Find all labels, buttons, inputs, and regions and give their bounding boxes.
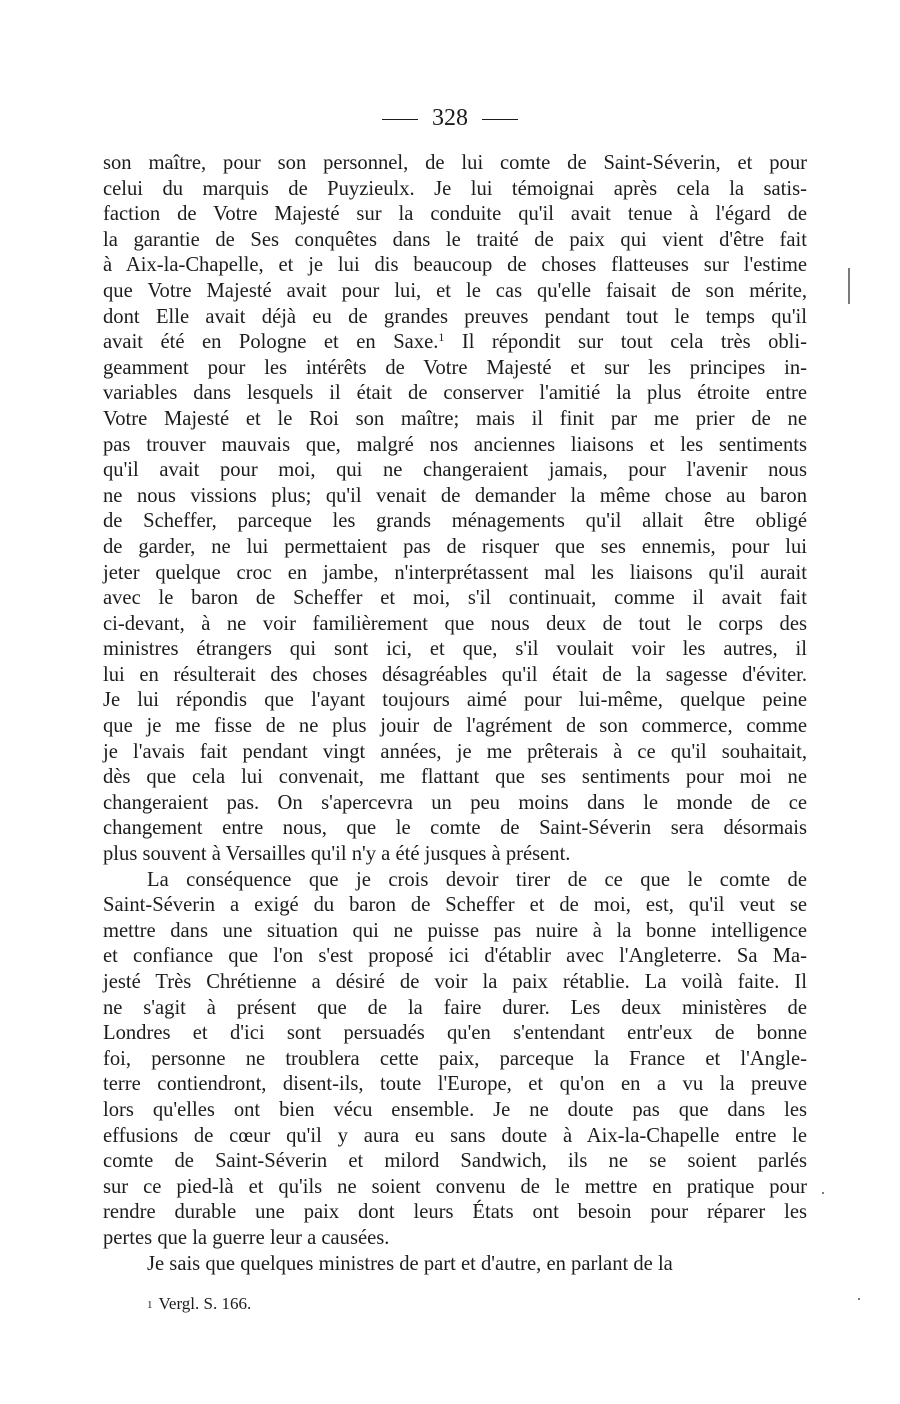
text-line: avec le baron de Scheffer et moi, s'il continuait, comme il avait fait <box>103 587 807 610</box>
text-line: dont Elle avait déjà eu de grandes preuves pendant tout le temps qu'il <box>103 305 807 328</box>
text-line: effusions de cœur qu'il y aura eu sans doute à Aix-la-Chapelle entre le <box>103 1124 807 1147</box>
footnote-mark: 1 <box>147 1299 153 1311</box>
header-rule-right <box>482 119 518 120</box>
text-line: plus souvent à Versailles qu'il n'y a été jusques à présent. <box>103 843 571 866</box>
paragraph <box>103 868 807 1252</box>
header-rule-left <box>382 119 418 120</box>
text-line: Saint-Séverin a exigé du baron de Scheffer et de moi, est, qu'il veut se <box>103 894 807 917</box>
text-line: ne s'agit à présent que de la faire durer. Les deux ministères de <box>103 996 807 1019</box>
text-line: qu'il avait pour moi, qui ne changeraient jamais, pour l'avenir nous <box>103 459 807 482</box>
paragraph <box>103 1252 807 1278</box>
page-header <box>0 103 900 133</box>
text-line: Votre Majesté et le Roi son maître; mais il finit par me prier de ne <box>103 407 807 430</box>
text-line: Londres et d'ici sont persuadés qu'en s'entendant entr'eux de bonne <box>103 1022 807 1045</box>
text-line: ministres étrangers qui sont ici, et que, s'il voulait voir les autres, il <box>103 638 807 661</box>
text-line: Je lui répondis que l'ayant toujours aimé pour lui-même, quelque peine <box>103 689 807 712</box>
text-line: et confiance que l'on s'est proposé ici d'établir avec l'Angleterre. Sa Ma- <box>103 945 807 968</box>
text-line: jesté Très Chrétienne a désiré de voir la paix rétablie. La voilà faite. Il <box>103 971 807 993</box>
text-line: que Votre Majesté avait pour lui, et le cas qu'elle faisait de son mérite, <box>103 279 807 302</box>
text-line: mettre dans une situation qui ne puisse pas nuire à la bonne intelligence <box>103 919 807 942</box>
text-line: lui en résulterait des choses désagréables qu'il était de la sagesse d'éviter. <box>103 663 807 686</box>
footnote <box>147 1293 251 1316</box>
text-line: ne nous vissions plus; qu'il venait de demander la même chose au baron <box>103 484 807 507</box>
margin-speck <box>858 1298 860 1300</box>
text-line: comte de Saint-Séverin et milord Sandwich, ils ne se soient parlés <box>103 1150 807 1173</box>
footnote-text: Vergl. S. 166. <box>158 1294 252 1313</box>
margin-speck <box>822 1192 824 1194</box>
text-line: à Aix-la-Chapelle, et je lui dis beaucoup de choses flatteuses sur l'estime <box>103 254 807 277</box>
page-number: 328 <box>432 105 468 131</box>
text-line: terre contiendront, disent-ils, toute l'Europe, et qu'on en a vu la preuve <box>103 1073 807 1096</box>
text-line: foi, personne ne troublera cette paix, parceque la France et l'Angle- <box>103 1047 807 1070</box>
margin-mark <box>848 268 850 304</box>
text-segment: avait été en Pologne et en Saxe. <box>103 331 439 354</box>
text-line: pas trouver mauvais que, malgré nos anciennes liaisons et les sentiments <box>103 433 807 456</box>
text-line: celui du marquis de Puyzieulx. Je lui témoignai après cela la satis- <box>103 177 807 200</box>
body-text <box>103 151 807 1277</box>
footnote-reference[interactable]: 1 <box>438 330 445 345</box>
text-line: dès que cela lui convenait, me flattant que ses sentiments pour moi ne <box>103 766 807 789</box>
text-line: geamment pour les intérêts de Votre Majesté et sur les principes in- <box>103 356 807 379</box>
text-line: changeraient pas. On s'apercevra un peu moins dans le monde de ce <box>103 791 807 814</box>
text-line: son maître, pour son personnel, de lui comte de Saint-Séverin, et pour <box>103 152 807 174</box>
text-line: de garder, ne lui permettaient pas de risquer que ses ennemis, pour lui <box>103 535 807 558</box>
text-line: changement entre nous, que le comte de Saint-Séverin sera désormais <box>103 817 807 840</box>
text-line: pertes que la guerre leur a causées. <box>103 1226 390 1249</box>
text-line: Je sais que quelques ministres de part et d'autre, en parlant de la <box>147 1252 673 1275</box>
text-line: faction de Votre Majesté sur la conduite qu'il avait tenue à l'égard de <box>103 203 807 226</box>
text-line: variables dans lesquels il était de conserver l'amitié la plus étroite entre <box>103 382 807 405</box>
text-line: lors qu'elles ont bien vécu ensemble. Je ne doute pas que dans les <box>103 1098 807 1121</box>
text-segment: Il répondit sur tout cela très obli- <box>444 331 807 354</box>
text-line: ci-devant, à ne voir familièrement que nous deux de tout le corps des <box>103 612 807 635</box>
text-line: de Scheffer, parceque les grands ménagements qu'il allait être obligé <box>103 510 807 533</box>
paragraph <box>103 151 807 868</box>
text-line: je l'avais fait pendant vingt années, je me prêterais à ce qu'il souhaitait, <box>103 740 807 763</box>
text-line: sur ce pied-là et qu'ils ne soient convenu de le mettre en pratique pour <box>103 1175 807 1198</box>
text-line: que je me fisse de ne plus jouir de l'agrément de son commerce, comme <box>103 715 807 738</box>
text-line <box>103 330 807 356</box>
text-line: jeter quelque croc en jambe, n'interprétassent mal les liaisons qu'il aurait <box>103 561 807 584</box>
text-line: rendre durable une paix dont leurs États ont besoin pour réparer les <box>103 1201 807 1224</box>
text-line: La conséquence que je crois devoir tirer de ce que le comte de <box>147 868 807 891</box>
text-line: la garantie de Ses conquêtes dans le traité de paix qui vient d'être fait <box>103 228 807 251</box>
